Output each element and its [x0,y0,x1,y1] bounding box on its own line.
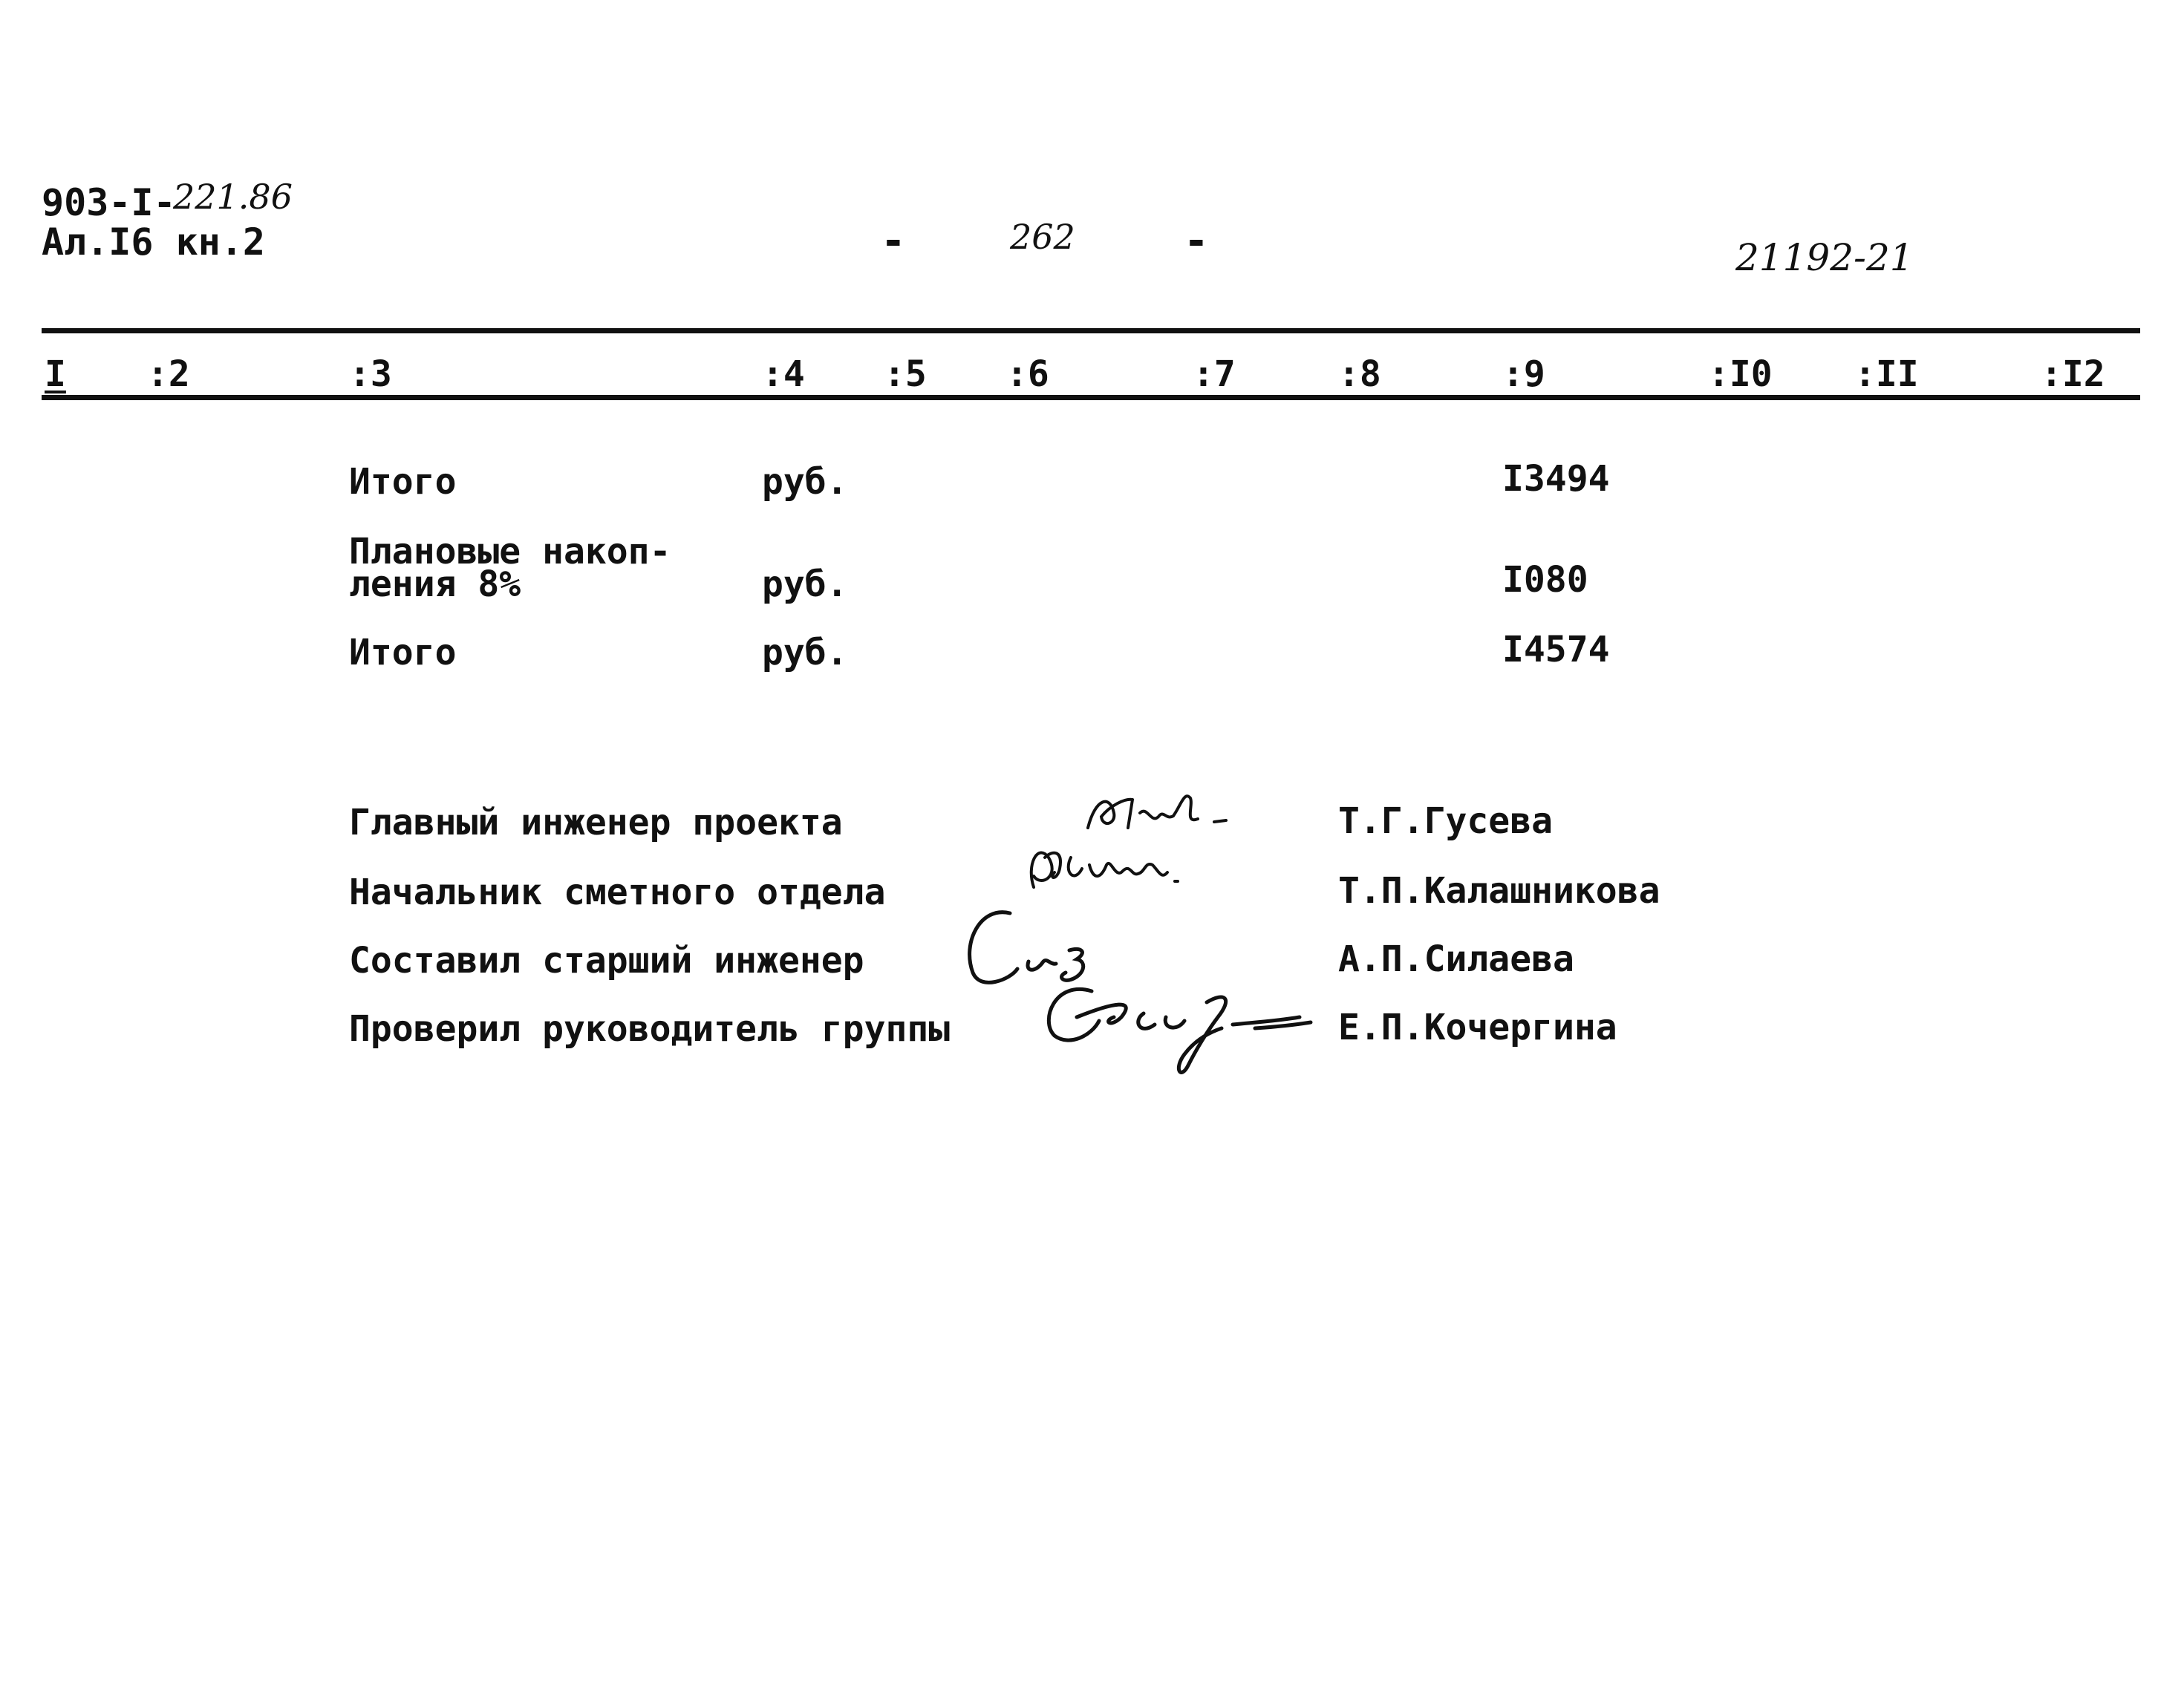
signature-name-senior-engineer: А.П.Силаева [1338,938,1574,980]
column-number-1: I [45,353,66,395]
signature-scribble-department-head [1019,835,1212,902]
document-code-handwritten: 221.86 [173,177,293,217]
column-number-12: :I2 [2041,353,2105,395]
signature-role-group-leader: Проверил руководитель группы [349,1008,951,1050]
row-3-name: Итого [349,632,457,673]
column-number-6: :6 [1006,353,1049,395]
signature-name-group-leader: Е.П.Кочергина [1338,1007,1617,1048]
archive-number: 21192-21 [1735,236,1914,279]
row-2-name-line-1: Плановые накоп- [349,531,671,572]
column-number-11: :II [1854,353,1919,395]
row-2-unit: руб. [762,564,848,605]
signature-role-chief-engineer: Главный инженер проекта [349,802,843,843]
row-2-value: I080 [1502,559,1588,601]
signature-role-department-head: Начальник сметного отдела [349,872,886,913]
column-number-10: :I0 [1708,353,1773,395]
row-2-name-line-2: ления 8% [349,564,521,605]
row-3-unit: руб. [762,632,848,673]
column-number-9: :9 [1502,353,1545,395]
document-code [42,182,176,223]
column-number-3: :3 [349,353,392,395]
table-top-rule [42,328,2140,333]
signature-role-senior-engineer: Составил старший инженер [349,940,864,981]
column-number-7: :7 [1193,353,1236,395]
signature-scribble-group-leader [1032,976,1329,1088]
signature-scribble-chief-engineer [1080,783,1244,843]
row-1-value: I3494 [1502,458,1610,500]
column-number-4: :4 [762,353,805,395]
row-1-name: Итого [349,461,457,503]
signature-name-department-head: Т.П.Калашникова [1338,870,1660,912]
column-number-5: :5 [884,353,927,395]
page-dash-right: - [1184,217,1209,265]
row-3-value: I4574 [1502,629,1610,670]
page-number: 262 [1010,217,1075,257]
page-dash-left: - [881,217,906,265]
sheet-info: Ал.I6 кн.2 [42,221,266,264]
column-number-8: :8 [1338,353,1381,395]
column-number-2: :2 [147,353,190,395]
document-code-prefix: 903-I- [42,181,176,224]
signature-name-chief-engineer: Т.Г.Гусева [1338,800,1553,842]
table-bottom-rule [42,395,2140,400]
row-1-unit: руб. [762,461,848,503]
